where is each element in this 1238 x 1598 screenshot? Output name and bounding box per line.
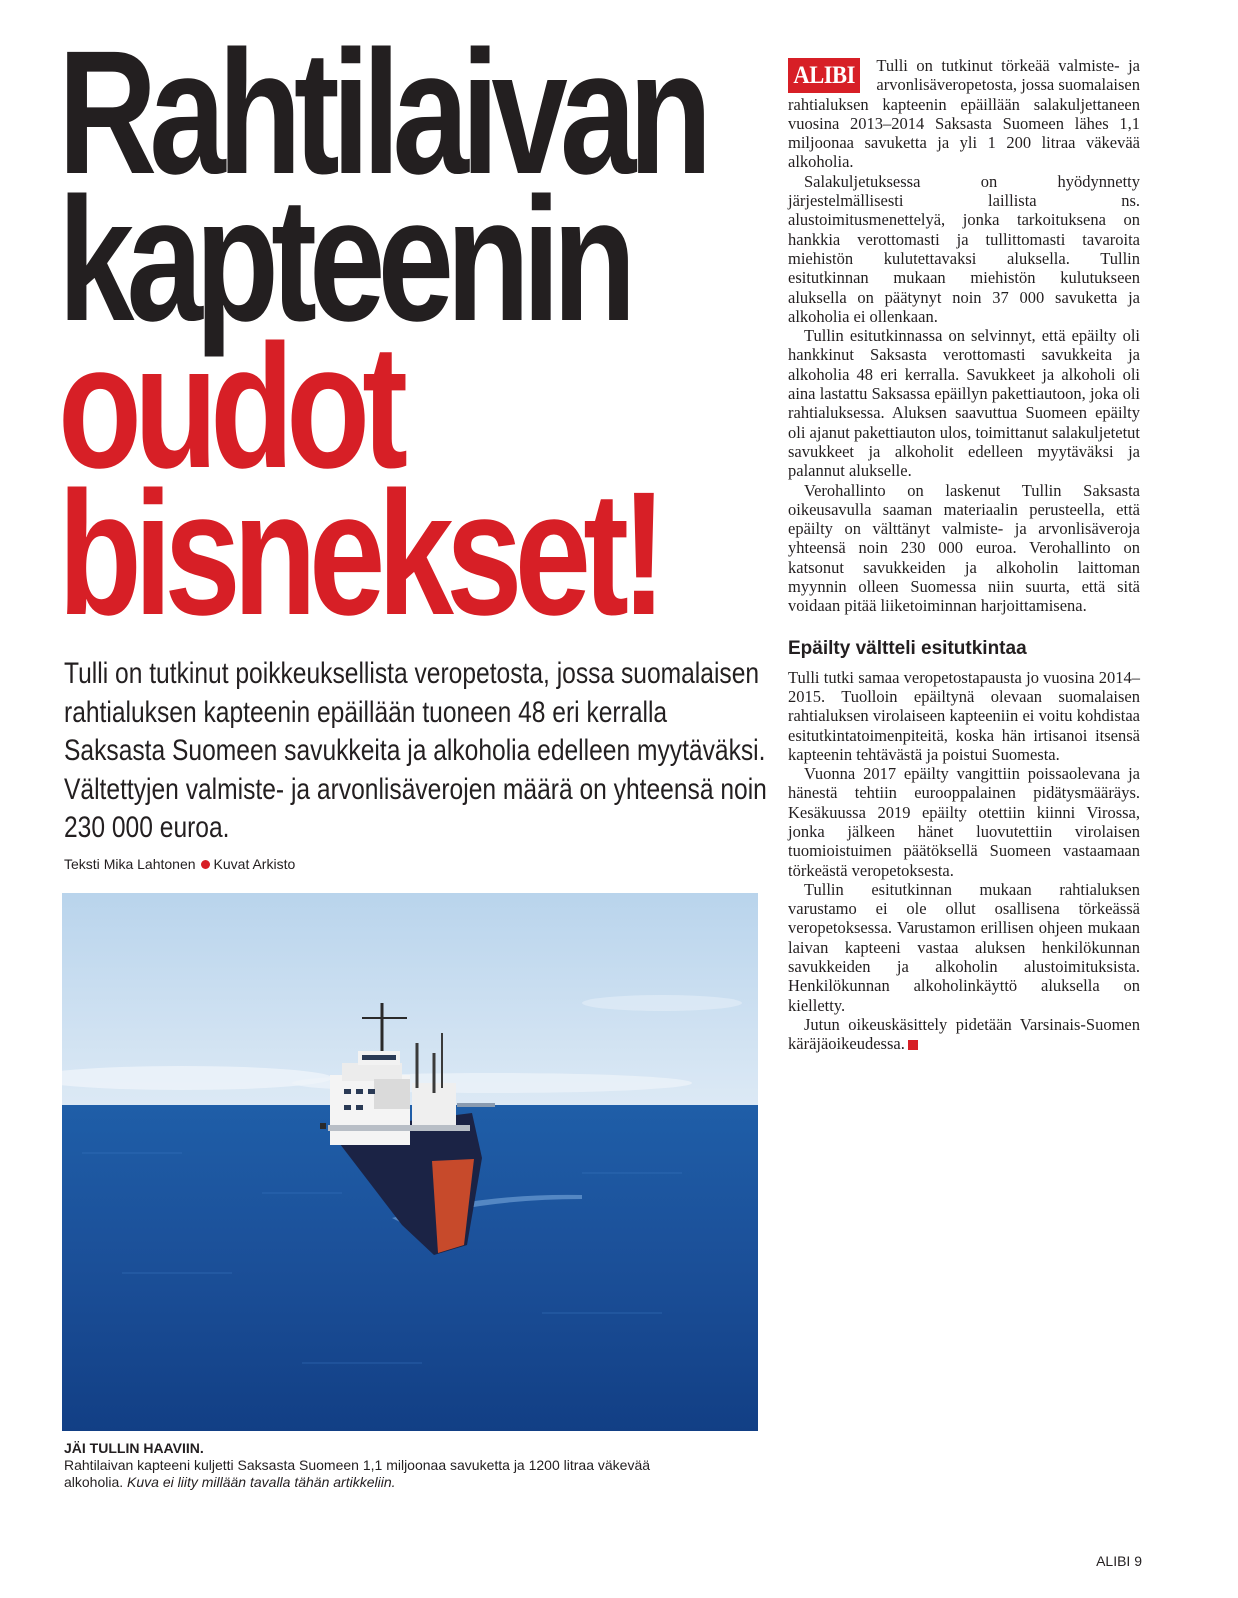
- headline-line-3: oudot: [58, 309, 401, 505]
- article-body: [788, 56, 1140, 1054]
- byline: [64, 856, 295, 872]
- bullet-dot-icon: [201, 860, 210, 869]
- headline-line-4: bisnekset!: [58, 456, 660, 652]
- body-paragraph-8-text: Jutun oikeuskäsittely pidetään Varsinais-Suomen käräjäoikeudessa.: [788, 1014, 1140, 1054]
- subheading: Epäilty vältteli esitutkintaa: [788, 637, 1027, 659]
- headline-line-2: kapteenin: [58, 162, 629, 358]
- byline-author: Mika Lahtonen: [103, 856, 196, 872]
- headline: [58, 15, 705, 652]
- lead-paragraph: Tulli on tutkinut poikkeuksellista veropetosta, jossa suomalaisen rahtialuksen kapteenin epäillään tuoneen 48 eri kerralla Saksasta Suomeen savukkeita ja alkoholia edelleen myytäväksi. Vältettyjen valmiste- ja arvonlisäverojen määrä on yhteensä noin 230 000 euroa.: [64, 657, 767, 844]
- body-paragraph-8: [788, 1015, 1140, 1054]
- body-paragraph-1: Tulli on tutkinut törkeää valmiste- ja arvonlisäveropetosta, jossa suomalaisen rahtialuksen kapteenin epäillään salakuljettaneen vuosina 2013–2014 Saksasta Suomeen lähes 1,1 miljoonaa savuketta ja yli 1 200 litraa väkevää alkoholia.: [788, 56, 1140, 172]
- body-paragraph-7: Tullin esitutkinnan mukaan rahtialuksen varustamo ei ole ollut osallisena törkeässä veropetoksessa. Varustamon erillisen ohjeen mukaan laivan kapteeni vastaa aluksen henkilökunnan savukkeiden ja alkoholin alustoimituksista. Henkilökunnan alkoholinkäyttö aluksella on kielletty.: [788, 879, 1140, 1015]
- end-mark-icon: [908, 1040, 918, 1050]
- body-paragraph-4: Verohallinto on laskenut Tullin Saksasta oikeusavulla saaman materiaalin perusteella, että epäilty on välttänyt valmiste- ja arvonlisäveroja yhteensä noin 230 000 euroa. Verohallinto on katsonut savukkeiden ja alkoholin laittoman myynnin olleen Suomessa niin suurta, että sitä voidaan pitää liiketoiminnan harjoittamisena.: [788, 480, 1140, 616]
- page-number: ALIBI 9: [1096, 1553, 1142, 1569]
- byline-photographer: Arkisto: [252, 856, 296, 872]
- body-paragraph-3: Tullin esitutkinnassa on selvinnyt, että epäilty oli hankkinut Saksasta verottomasti savukkeita ja alkoholia 48 eri kerralla. Savukkeet ja alkoholi oli aina lastattu Saksassa epäillyn pakettiautoon, joka oli rahtialuksessa. Aluksen saavuttua Suomeen epäilty oli ajanut pakettiauton ulos, toimittanut salakuljetetut savukkeet ja alkoholit edelleen myytäväksi ja palannut alukselle.: [788, 326, 1140, 481]
- caption-title: JÄI TULLIN HAAVIIN.: [64, 1440, 204, 1456]
- alibi-logo: ALIBI: [788, 58, 860, 93]
- photo-caption: [64, 1440, 684, 1491]
- caption-note: Kuva ei liity millään tavalla tähän artikkeliin.: [127, 1474, 396, 1490]
- cargo-ship-photo: [62, 893, 758, 1431]
- body-paragraph-6: Vuonna 2017 epäilty vangittiin poissaolevana ja hänestä tehtiin eurooppalainen pidätysmääräys. Kesäkuussa 2019 epäilty otettiin kiinni Virossa, jonka jälkeen hänet luovutettiin virolaisen tuomioistuimen päätöksellä Suomeen vastaamaan törkeästä veropetoksesta.: [788, 764, 1140, 880]
- byline-text-label: Teksti: [64, 856, 100, 872]
- byline-photo-label: Kuvat: [213, 856, 250, 872]
- caption-text: Rahtilaivan kapteeni kuljetti Saksasta Suomeen 1,1 miljoonaa savuketta ja 1200 litraa väkevää alkoholia.: [64, 1457, 651, 1490]
- headline-line-1: Rahtilaivan: [58, 15, 705, 211]
- body-paragraph-2: Salakuljetuksessa on hyödynnetty järjestelmällisesti laillista ns. alustoimitusmenettelyä, jonka tarkoituksena on hankkia verottomasti ja tullittomasti tavaroita miehistön kulutettavaksi aluksella. Tullin esitutkinnan mukaan miehistön kulutukseen aluksella on päätynyt noin 37 000 savuketta ja alkoholia ei ollenkaan.: [788, 171, 1140, 326]
- body-paragraph-5: Tulli tutki samaa veropetostapausta jo vuosina 2014–2015. Tuolloin epäiltynä olevaan suomalaisen rahtialuksen virolaiseen kapteeniin ei voitu kohdistaa esitutkintatoimenpiteitä, koska hän irtisanoi itsensä kapteenin tehtävästä ja poistui Suomesta.: [788, 667, 1140, 764]
